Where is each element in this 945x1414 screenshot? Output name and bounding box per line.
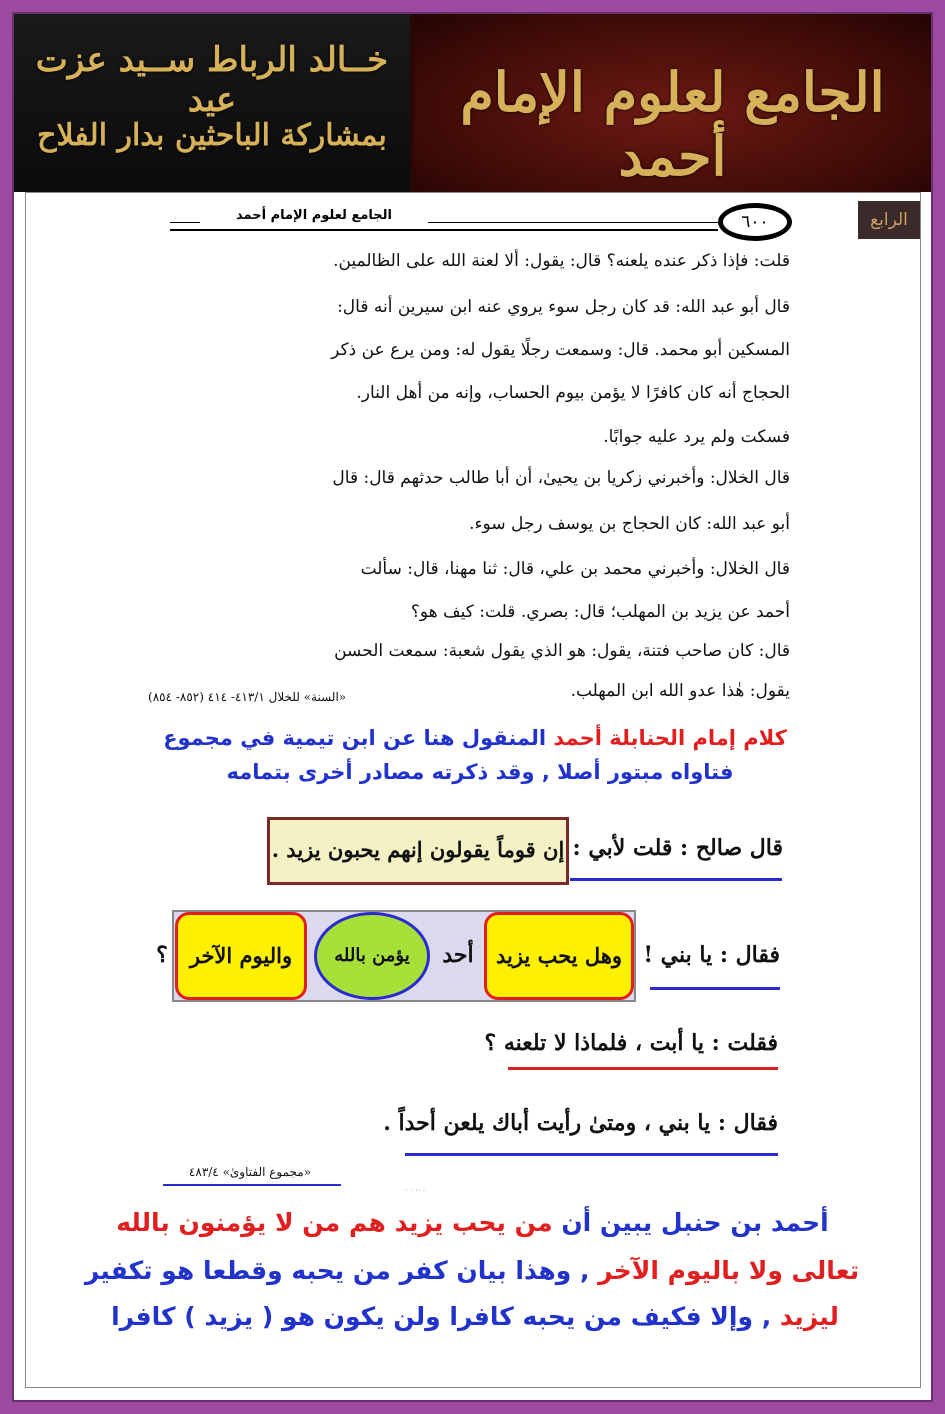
note-highlight: كلام إمام الحنابلة أحمد (553, 726, 787, 750)
highlight-circle-belief: يؤمن بالله (314, 912, 430, 1000)
ahmad-final-reply: فقال : يا بني ، ومتىٰ رأيت أباك يلعن أحداً . (383, 1110, 778, 1136)
book-line: قال: كان صاحب فتنة، يقول: هو الذي يقول شعبة: سمعت الحسن (334, 641, 790, 661)
book-line: قال أبو عبد الله: قد كان رجل سوء يروي عنه ابن سيرين أنه قال: (337, 297, 790, 317)
book-title-calligraphy: الجامع لعلوم الإمام أحمد (460, 60, 885, 188)
conclusion-part: تعالى ولا باليوم الآخر (598, 1256, 860, 1285)
book-line: قال الخلال: وأخبرني زكريا بن يحيىٰ، أن أبا طالب حدثهم قال: قال (332, 468, 790, 488)
book-line: الحجاج أنه كان كافرًا لا يؤمن بيوم الحساب، وإنه من أهل النار. (356, 383, 790, 403)
saleh-question-label: قال صالح : قلت لأبي : (572, 835, 783, 861)
source-reference: «مجموع الفتاوىٰ» ٤٨٣/٤ (188, 1165, 312, 1179)
authors-line: خــالد الرباط ســيد عزت عيد (35, 40, 389, 120)
highlight-box-last-day: واليوم الآخر (175, 912, 307, 1000)
book-cover-banner (14, 14, 931, 192)
running-header: الجامع لعلوم الإمام أحمد (200, 208, 428, 223)
citation: «السنة» للخلال ٤١٣/١- ٤١٤ (٨٥٢- ٨٥٤) (148, 690, 347, 704)
underline-blue (163, 1184, 341, 1186)
book-line: أبو عبد الله: كان الحجاج بن يوسف رجل سوء. (469, 514, 790, 534)
highlight-box-yazid: وهل يحب يزيد (484, 912, 634, 1000)
page-number: ٦٠٠ (718, 203, 792, 241)
authors-panel (14, 14, 410, 192)
book-line: قلت: فإذا ذكر عنده يلعنه؟ قال: يقول: ألا لعنة الله على الظالمين. (333, 251, 790, 271)
conclusion-part: , وإلا فكيف من يحبه كافرا ولن يكون هو ( يزيد ) كافرا (111, 1302, 780, 1331)
book-line: المسكين أبو محمد. قال: وسمعت رجلًا يقول له: ومن يرع عن ذكر (331, 340, 790, 360)
word-ahad: أحد (442, 942, 474, 968)
ahmad-reply-label: فقال : يا بني ! (643, 942, 780, 968)
commentary-note-line2: فتاواه مبتور أصلا , وقد ذكرته مصادر أخرى بتمامه (226, 760, 734, 784)
conclusion-part: , وهذا بيان كفر من يحبه وقطعا هو تكفير (84, 1256, 599, 1285)
underline-blue (650, 987, 780, 990)
book-line: فسكت ولم يرد عليه جوابًا. (603, 427, 790, 447)
conclusion-line3 (95, 1302, 855, 1331)
underline-blue (570, 878, 782, 881)
book-line: قال الخلال: وأخبرني محمد بن علي، قال: ثنا مهنا، قال: سألت (360, 559, 790, 579)
conclusion-part: ليزيد (779, 1302, 839, 1331)
note-text: المنقول هنا عن ابن تيمية في مجموع (163, 726, 554, 750)
quoted-claim-box: إن قوماً يقولون إنهم يحبون يزيد . (267, 817, 569, 885)
saleh-second-question: فقلت : يا أبت ، فلماذا لا تلعنه ؟ (484, 1030, 778, 1056)
conclusion-part: من يحب يزيد هم من لا يؤمنون بالله (116, 1208, 562, 1237)
conclusion-line1 (85, 1208, 860, 1237)
conclusion-line2 (72, 1256, 872, 1285)
contributors-line: بمشاركة الباحثين بدار الفلاح (37, 118, 387, 153)
underline-blue (405, 1153, 778, 1156)
scan-speckles: · · ·· · (405, 1186, 426, 1195)
book-line: يقول: هٰذا عدو الله ابن المهلب. (570, 681, 790, 701)
question-mark: ؟ (156, 942, 168, 968)
book-line: أحمد عن يزيد بن المهلب؛ قال: بصري. قلت: كيف هو؟ (410, 602, 790, 622)
header-rule (170, 222, 718, 231)
underline-red (508, 1067, 778, 1070)
volume-badge: الرابع (858, 201, 920, 239)
title-panel (414, 14, 931, 192)
conclusion-part: أحمد بن حنبل يبين أن (561, 1208, 829, 1237)
commentary-note (150, 726, 800, 750)
